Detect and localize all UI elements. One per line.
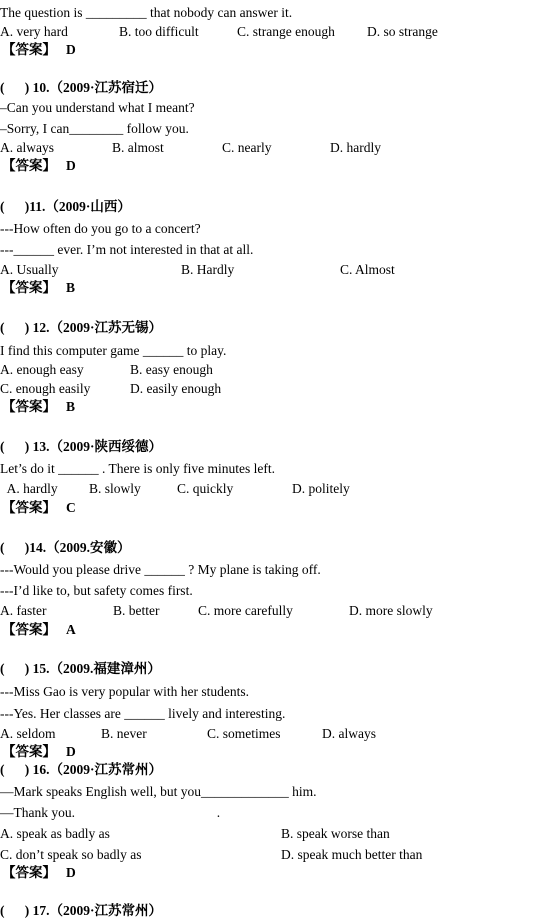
answer-option: D. more slowly (349, 603, 433, 618)
question-text: –Sorry, I can________ follow you. (0, 121, 189, 136)
question-header: ( )11.（2009·山西） (0, 199, 131, 214)
answer-label: 【答案】 (2, 500, 56, 515)
answer-option: D. speak much better than (281, 847, 423, 862)
answer-option: B. speak worse than (281, 826, 390, 841)
answer-option: D. always (322, 726, 376, 741)
answer-value: D (66, 158, 76, 173)
question-text: —Thank you. . (0, 805, 221, 820)
answer-option: D. so strange (367, 24, 438, 39)
answer-option: A. faster (0, 603, 47, 618)
question-text: ---How often do you go to a concert? (0, 221, 201, 236)
answer-option: C. strange enough (237, 24, 335, 39)
answer-option: D. politely (292, 481, 350, 496)
question-header: ( ) 16.（2009·江苏常州） (0, 762, 162, 777)
question-text: I find this computer game ______ to play. (0, 343, 227, 358)
answer-option: A. enough easy (0, 362, 84, 377)
question-text: –Can you understand what I meant? (0, 100, 195, 115)
question-text: ---I’d like to, but safety comes first. (0, 583, 193, 598)
question-text: Let’s do it ______ . There is only five minutes left. (0, 461, 275, 476)
question-header: ( ) 15.（2009.福建漳州） (0, 661, 161, 676)
answer-option: C. more carefully (198, 603, 293, 618)
question-header: ( ) 10.（2009·江苏宿迁） (0, 80, 162, 95)
answer-label: 【答案】 (2, 399, 56, 414)
question-header: ( ) 17.（2009·江苏常州） (0, 903, 162, 918)
answer-option: C. quickly (177, 481, 234, 496)
question-text: ---Would you please drive ______ ? My plane is taking off. (0, 562, 321, 577)
answer-option: B. Hardly (181, 262, 235, 277)
answer-option: B. easy enough (130, 362, 213, 377)
answer-label: 【答案】 (2, 622, 56, 637)
question-text: —Mark speaks English well, but you_____________ him. (0, 784, 317, 799)
answer-label: 【答案】 (2, 42, 56, 57)
answer-option: D. hardly (330, 140, 381, 155)
answer-value: B (66, 399, 76, 414)
answer-option: C. enough easily (0, 381, 91, 396)
question-header: ( ) 12.（2009·江苏无锡） (0, 320, 162, 335)
question-text: ---______ ever. I’m not interested in that at all. (0, 242, 254, 257)
answer-value: D (66, 744, 76, 759)
answer-option: A. always (0, 140, 54, 155)
question-header: ( )14.（2009.安徽） (0, 540, 131, 555)
answer-label: 【答案】 (2, 744, 56, 759)
answer-value: B (66, 280, 76, 295)
answer-value: C (66, 500, 76, 515)
answer-value: D (66, 865, 76, 880)
answer-option: A. seldom (0, 726, 56, 741)
question-header: ( ) 13.（2009·陕西绥德） (0, 439, 162, 454)
answer-label: 【答案】 (2, 865, 56, 880)
question-text: The question is _________ that nobody can answer it. (0, 5, 293, 20)
question-text: ---Yes. Her classes are ______ lively and interesting. (0, 706, 286, 721)
answer-option: B. too difficult (119, 24, 199, 39)
answer-option: A. speak as badly as (0, 826, 110, 841)
answer-label: 【答案】 (2, 280, 56, 295)
answer-option: A. Usually (0, 262, 59, 277)
answer-option: A. hardly (4, 481, 58, 496)
answer-option: D. easily enough (130, 381, 222, 396)
answer-option: C. Almost (340, 262, 395, 277)
answer-option: B. slowly (89, 481, 141, 496)
answer-option: C. nearly (222, 140, 272, 155)
answer-option: A. very hard (0, 24, 68, 39)
answer-option: C. don’t speak so badly as (0, 847, 142, 862)
answer-option: B. never (101, 726, 147, 741)
answer-option: B. better (113, 603, 160, 618)
answer-option: B. almost (112, 140, 164, 155)
question-text: ---Miss Gao is very popular with her students. (0, 684, 249, 699)
answer-label: 【答案】 (2, 158, 56, 173)
answer-value: A (66, 622, 76, 637)
answer-option: C. sometimes (207, 726, 281, 741)
answer-value: D (66, 42, 76, 57)
